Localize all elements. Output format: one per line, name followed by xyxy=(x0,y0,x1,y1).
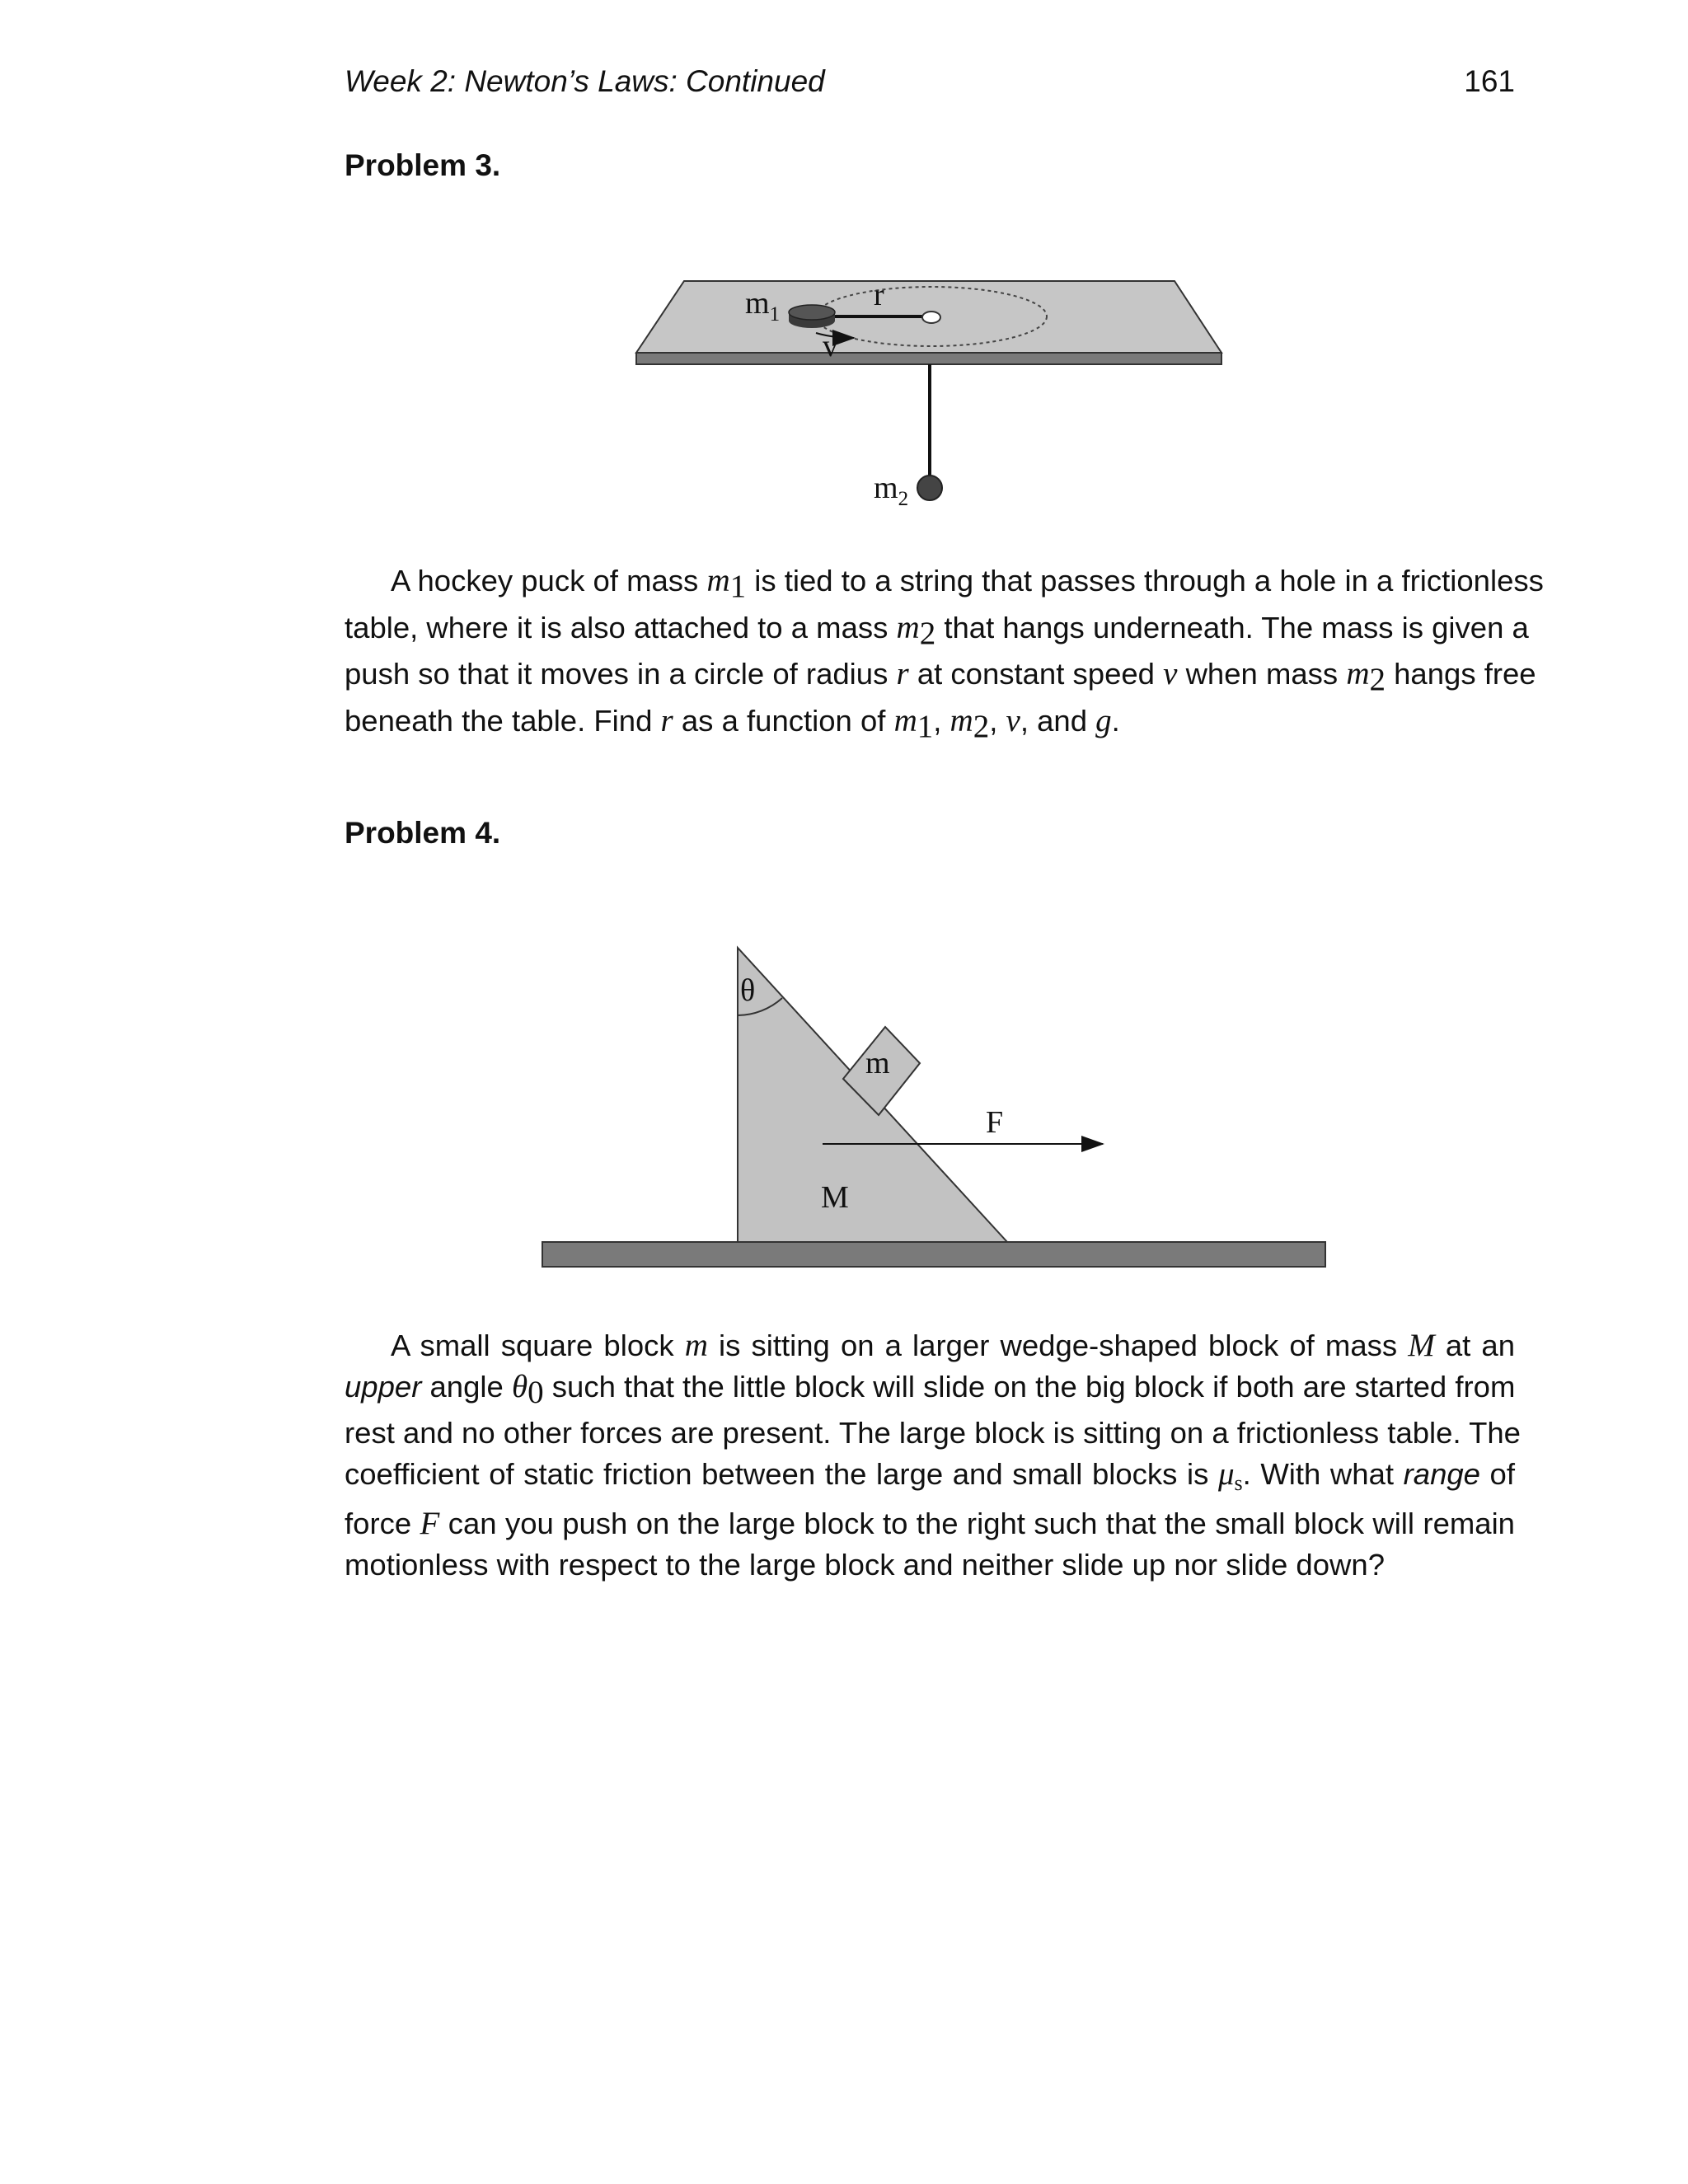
figure-wedge-block xyxy=(542,948,1325,1267)
hanging-mass xyxy=(917,476,942,500)
label-m: m xyxy=(865,1046,890,1080)
table-edge xyxy=(636,353,1221,364)
p3-line: table, where it is also attached to a mass m2 that hangs underneath. The mass is given a xyxy=(345,609,1529,651)
p3-line: A hockey puck of mass m1 is tied to a string that passes through a hole in a frictionless xyxy=(391,563,1544,604)
p4-line: A small square block m is sitting on a larger wedge-shaped block of mass M at an xyxy=(391,1328,1515,1363)
ground-table xyxy=(542,1242,1325,1267)
problem-4-text xyxy=(345,1325,1521,1585)
p4-line: coefficient of static friction between the large and small blocks is $\mu_s$. With what range of xyxy=(345,1455,1515,1495)
label-M: M xyxy=(821,1180,849,1215)
label-m2: $m_2$ xyxy=(874,471,909,510)
hockey-puck xyxy=(789,305,835,328)
label-r: r xyxy=(874,278,884,312)
p3-line: beneath the table. Find r as a function of m1, m2, v, and g. xyxy=(345,702,1120,744)
label-F: F xyxy=(986,1105,1004,1140)
p4-line: upper angle θ0 such that the little block will slide on the big block if both are started from xyxy=(345,1368,1516,1410)
problem-4-heading: Problem 4. xyxy=(345,816,501,850)
hole-in-table xyxy=(922,312,940,323)
p3-line: push so that it moves in a circle of radius r at constant speed v when mass m2 hangs free xyxy=(345,656,1536,697)
label-v: v xyxy=(823,329,838,363)
label-m1: $m_1$ xyxy=(745,286,781,326)
p4-line: motionless with respect to the large block and neither slide up nor slide down? xyxy=(345,1547,1385,1582)
running-title: Week 2: Newton’s Laws: Continued xyxy=(345,64,825,98)
p4-line: rest and no other forces are present. The large block is sitting on a frictionless table. The xyxy=(345,1416,1521,1450)
page-number: 161 xyxy=(1464,64,1515,98)
label-theta: θ xyxy=(740,973,756,1008)
problem-3-heading: Problem 3. xyxy=(345,148,501,182)
problem-3-text xyxy=(345,560,1544,747)
p4-line: force F can you push on the large block to the right such that the small block will remain xyxy=(345,1506,1515,1541)
figure-hockey-puck-table xyxy=(636,278,1221,510)
